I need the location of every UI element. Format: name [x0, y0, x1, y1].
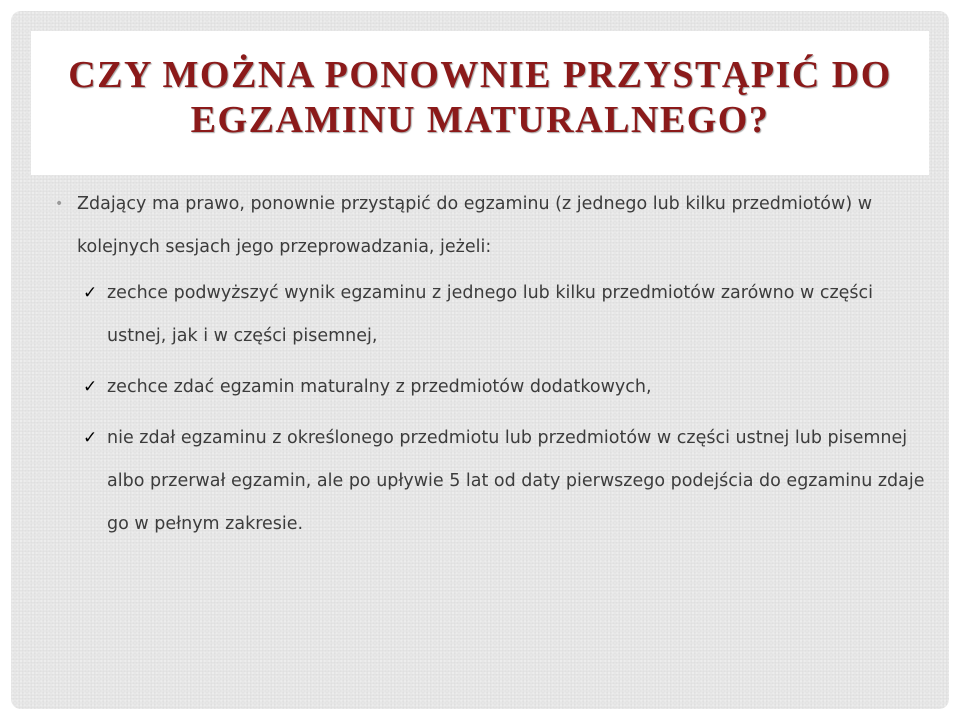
slide-title	[68, 53, 892, 153]
checkmark-icon: ✓	[83, 428, 98, 448]
slide	[11, 11, 949, 709]
title-line-1: CZY MOŻNA PONOWNIE PRZYSTĄPIĆ DO	[68, 54, 892, 96]
title-line-2: EGZAMINU MATURALNEGO?	[190, 99, 770, 141]
checkmark-icon: ✓	[83, 283, 98, 303]
condition-item-2	[83, 366, 925, 409]
checkmark-icon: ✓	[83, 377, 98, 397]
main-bullet	[55, 183, 925, 269]
title-box	[31, 31, 929, 175]
conditions-list	[55, 272, 925, 546]
main-bullet-text: Zdający ma prawo, ponownie przystąpić do egzaminu (z jednego lub kilku przedmiotów) w kolejnych sesjach jego przeprowadzania, jeżeli:	[77, 194, 873, 257]
condition-text-1: zechce podwyższyć wynik egzaminu z jednego lub kilku przedmiotów zarówno w części ustnej, jak i w części pisemnej,	[107, 283, 874, 346]
condition-item-1	[83, 272, 925, 358]
condition-text-2: zechce zdać egzamin maturalny z przedmiotów dodatkowych,	[107, 377, 652, 397]
condition-item-3	[83, 417, 925, 546]
condition-text-3: nie zdał egzaminu z określonego przedmiotu lub przedmiotów w części ustnej lub pisemnej albo przerwał egzamin, ale po upływie 5 lat od daty pierwszego podejścia do egzaminu zdaje go w pełnym zakresie.	[107, 428, 925, 534]
bullet-icon: •	[55, 196, 64, 212]
slide-content	[55, 183, 925, 546]
